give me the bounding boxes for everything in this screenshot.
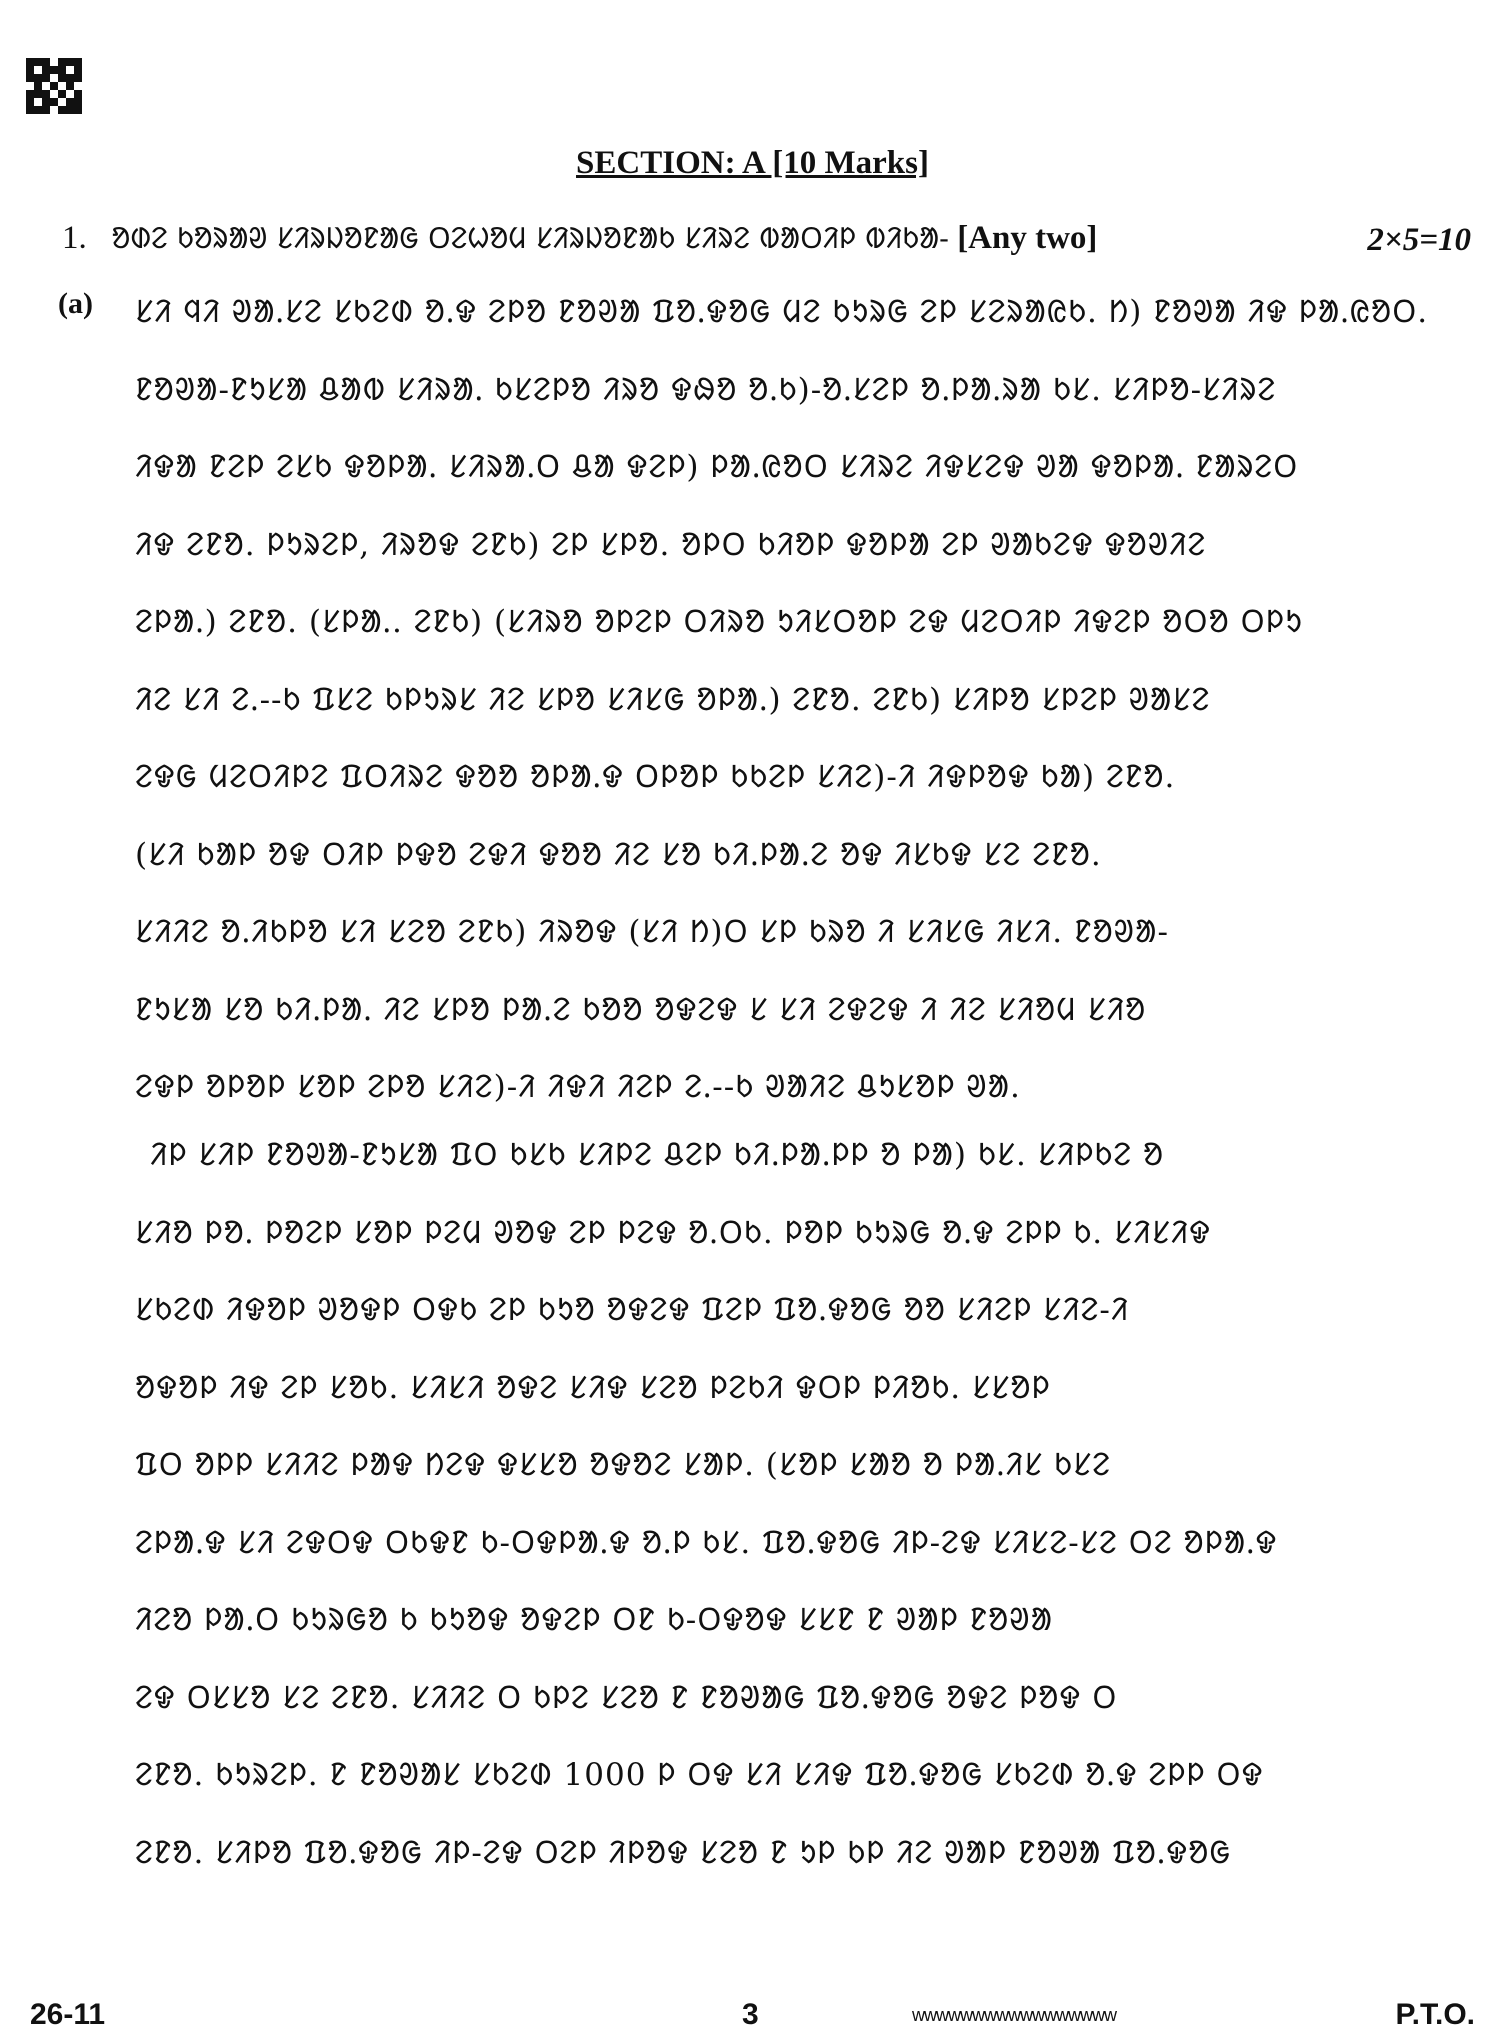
- squiggle-mark: wwwwwwwwwwwwwwwww: [912, 2005, 1116, 2025]
- question-1: [62, 218, 1097, 257]
- text-line: ᱥᱤᱤᱮ ᱚᱹᱤᱠᱞᱚ ᱥᱤ ᱥᱮᱚ ᱮᱱᱠ) ᱤᱨᱚᱫ (ᱥᱤ ᱴ)ᱛ ᱥᱞ ᱠᱨᱚ ᱤ ᱥᱤᱥᱜ ᱤᱥᱤ. ᱱᱚᱣᱟ-: [135, 914, 1169, 950]
- text-line: ᱮᱱᱚ. ᱥᱤᱞᱚ ᱯᱚᱹᱫᱚᱜ ᱤᱞ-ᱮᱫ ᱛᱮᱞ ᱤᱞᱚᱫ ᱥᱮᱚ ᱱ ᱩᱞ ᱠᱞ ᱤᱮ ᱣᱟᱞ ᱱᱚᱣᱟ ᱯᱚᱹᱫᱚᱜ: [135, 1834, 1232, 1871]
- text-line: ᱮᱱᱚ. ᱠᱩᱨᱮᱞ. ᱱ ᱱᱚᱣᱟᱥ ᱥᱠᱮᱰ 1000 ᱞ ᱛᱫ ᱥᱤ ᱥᱤᱫ ᱯᱚᱹᱫᱚᱜ ᱥᱠᱮᱰ ᱚᱹᱫ ᱮᱞᱞ ᱛᱫ: [135, 1757, 1264, 1793]
- paper-code: 26-11: [30, 1998, 106, 2031]
- question-instruction: [Any two]: [957, 220, 1098, 256]
- text-line: ᱤᱞ ᱥᱤᱞ ᱱᱚᱣᱟ-ᱱᱩᱥᱟ ᱯᱛ ᱠᱥᱠ ᱥᱤᱞᱮ ᱪᱮᱞ ᱠᱤᱹᱞᱟᱹᱞᱞ ᱚ ᱞᱟ) ᱠᱥ. ᱥᱤᱞᱠᱮ ᱚ: [150, 1137, 1165, 1173]
- text-line: ᱥᱤᱚ ᱞᱚᱹ ᱞᱚᱮᱞ ᱥᱚᱞ ᱞᱮᱢ ᱣᱚᱫ ᱮᱞ ᱞᱮᱫ ᱚᱹᱛᱠ. ᱞᱚᱞ ᱠᱩᱨᱜ ᱚᱹᱫ ᱮᱞᱞ ᱠ. ᱥᱤᱥᱤᱫ: [135, 1214, 1212, 1251]
- text-line: ᱤᱫ ᱮᱱᱚ. ᱞᱩᱨᱮᱞ, ᱤᱨᱚᱫ ᱮᱱᱠ) ᱮᱞ ᱥᱞᱚ. ᱚᱞᱛ ᱠᱤᱚᱞ ᱫᱚᱞᱟ ᱮᱞ ᱣᱟᱠᱮᱫ ᱫᱚᱣᱤᱮ: [135, 526, 1207, 563]
- text-line: ᱯᱛ ᱚᱞᱞ ᱥᱤᱤᱮ ᱞᱟᱫ ᱴᱮᱫ ᱫᱥᱥᱚ ᱚᱫᱚᱮ ᱥᱟᱞ. (ᱥᱚᱞ ᱥᱟᱚ ᱚ ᱞᱟᱹᱤᱥ ᱠᱥᱮ: [135, 1447, 1111, 1483]
- text-line: (ᱥᱤ ᱠᱟᱞ ᱚᱫ ᱛᱤᱞ ᱞᱫᱚ ᱮᱫᱤ ᱫᱚᱚ ᱤᱮ ᱥᱚ ᱠᱤᱹᱞᱟᱹᱮ ᱚᱫ ᱤᱥᱠᱫ ᱥᱮ ᱮᱱᱚ.: [135, 836, 1102, 873]
- text-line: ᱮᱞᱟᱹᱫ ᱥᱤ ᱮᱫᱛᱫ ᱛᱠᱫᱱ ᱠ-ᱛᱫᱞᱟᱹᱫ ᱚᱹᱞ ᱠᱥ. ᱯᱚᱹᱫᱚᱜ ᱤᱞ-ᱮᱫ ᱥᱤᱥᱮ-ᱥᱮ ᱛᱮ ᱚᱞᱟᱹᱫ: [135, 1524, 1278, 1561]
- section-title-text: SECTION: A [10 Marks]: [576, 145, 929, 181]
- text-line: ᱤᱫᱟ ᱱᱮᱞ ᱮᱥᱠ ᱫᱚᱞᱟᱹ ᱥᱤᱨᱟᱹᱛ ᱪᱟ ᱫᱮᱞ) ᱞᱟᱹᱭᱚᱛ ᱥᱤᱨᱮ ᱤᱫᱥᱮᱫ ᱣᱟ ᱫᱚᱞᱟᱹ ᱱᱟᱨᱮᱛ: [135, 449, 1299, 485]
- text-line: ᱮᱞᱟᱹ) ᱮᱱᱚ. (ᱥᱞᱟᱹ. ᱮᱱᱠ) (ᱥᱤᱨᱚ ᱚᱞᱮᱞ ᱛᱤᱨᱚ ᱩᱤᱥᱛᱚᱞ ᱮᱫ ᱢᱮᱛᱤᱞ ᱤᱫᱮᱞ ᱚᱛᱚ ᱛᱞᱩ: [135, 604, 1303, 640]
- qr-code: [26, 58, 82, 114]
- text-line: ᱮᱫᱞ ᱚᱞᱚᱞ ᱥᱚᱞ ᱮᱞᱚ ᱥᱤᱮ)-ᱤ ᱤᱫᱤ ᱤᱮᱞ ᱮᱹ--ᱠ ᱣᱟᱤᱮ ᱪᱩᱥᱚᱞ ᱣᱟ.: [135, 1069, 1021, 1105]
- section-title: [0, 145, 1505, 182]
- question-number: 1.: [62, 220, 87, 256]
- question-marks: 2×5=10: [1367, 222, 1471, 258]
- part-a-label: (a): [58, 287, 93, 320]
- text-line: ᱱᱩᱥᱟ ᱥᱚ ᱠᱤᱹᱞᱟᱹ ᱤᱮ ᱥᱞᱚ ᱞᱟᱹᱮ ᱠᱚᱚ ᱚᱫᱮᱫ ᱥ ᱥᱤ ᱮᱫᱮᱫ ᱤ ᱤᱮ ᱥᱤᱚᱢ ᱥᱤᱚ: [135, 991, 1147, 1028]
- text-line: ᱥᱤ ᱧᱤ ᱣᱟᱹᱥᱮ ᱥᱠᱮᱰ ᱚᱹᱫ ᱮᱞᱚ ᱱᱚᱣᱟ ᱯᱚᱹᱫᱚᱜ ᱢᱮ ᱠᱩᱨᱜ ᱮᱞ ᱥᱮᱨᱟᱭᱠ. ᱴ) ᱱᱚᱣᱟ ᱤᱫ ᱞᱟᱹᱭᱚᱛ.: [135, 294, 1429, 330]
- text-line: ᱮᱫ ᱛᱥᱥᱚ ᱥᱮ ᱮᱱᱚ. ᱥᱤᱤᱮ ᱛ ᱠᱞᱮ ᱥᱮᱚ ᱱ ᱱᱚᱣᱟᱜ ᱯᱚᱹᱫᱚᱜ ᱚᱫᱮ ᱞᱚᱫ ᱛ: [135, 1679, 1118, 1716]
- text-line: ᱱᱚᱣᱟ-ᱱᱩᱥᱟ ᱪᱟᱵ ᱥᱤᱨᱟᱹ ᱠᱥᱮᱞᱚ ᱤᱨᱚ ᱫᱷᱚ ᱚᱹᱠ)-ᱚᱹᱥᱮᱞ ᱚᱹᱞᱟᱹᱨᱟ ᱠᱥ. ᱥᱤᱞᱚ-ᱥᱤᱨᱮ: [135, 371, 1277, 408]
- text-line: ᱚᱫᱚᱞ ᱤᱫ ᱮᱞ ᱥᱚᱠ. ᱥᱤᱥᱤ ᱚᱫᱮ ᱥᱤᱫ ᱥᱮᱚ ᱞᱮᱠᱤ ᱫᱛᱞ ᱞᱤᱚᱠ. ᱥᱥᱚᱞ: [135, 1369, 1051, 1406]
- text-line: ᱮᱫᱜ ᱢᱮᱛᱤᱞᱮ ᱯᱛᱤᱨᱮ ᱫᱚᱚ ᱚᱞᱟᱹᱫ ᱛᱞᱚᱞ ᱠᱠᱮᱞ ᱥᱤᱮ)-ᱤ ᱤᱫᱞᱚᱫ ᱠᱟ) ᱮᱱᱚ.: [135, 759, 1176, 795]
- question-text: ᱚᱰᱮ ᱠᱚᱨᱟᱣ ᱥᱤᱨᱡᱚᱱᱟᱜ ᱛᱮᱦᱚᱢ ᱥᱤᱨᱡᱚᱱᱟᱠ ᱥᱤᱨᱮ ᱵᱟᱛᱤᱞ ᱵᱤᱠᱟ-: [111, 221, 949, 255]
- pto-label: P.T.O.: [1395, 1998, 1475, 2031]
- page-number: 3: [742, 1998, 759, 2031]
- text-line: ᱥᱠᱮᱰ ᱤᱫᱚᱞ ᱣᱚᱫᱞ ᱛᱫᱠ ᱮᱞ ᱠᱩᱚ ᱚᱫᱮᱫ ᱯᱮᱞ ᱯᱚᱹᱫᱚᱜ ᱚᱚ ᱥᱤᱮᱞ ᱥᱤᱮ-ᱤ: [135, 1292, 1130, 1328]
- text-line: ᱤᱮᱚ ᱞᱟᱹᱛ ᱠᱩᱨᱜᱚ ᱠ ᱠᱩᱚᱫ ᱚᱫᱮᱞ ᱛᱱ ᱠ-ᱛᱫᱚᱫ ᱥᱥᱱ ᱱ ᱣᱟᱞ ᱱᱚᱣᱟ: [135, 1602, 1054, 1638]
- text-line: ᱤᱮ ᱥᱤ ᱮᱹ--ᱠ ᱯᱥᱮ ᱠᱞᱩᱨᱥ ᱤᱮ ᱥᱞᱚ ᱥᱤᱥᱜ ᱚᱞᱟᱹ) ᱮᱱᱚ. ᱮᱱᱠ) ᱥᱤᱞᱚ ᱥᱞᱮᱞ ᱣᱟᱥᱮ: [135, 681, 1211, 718]
